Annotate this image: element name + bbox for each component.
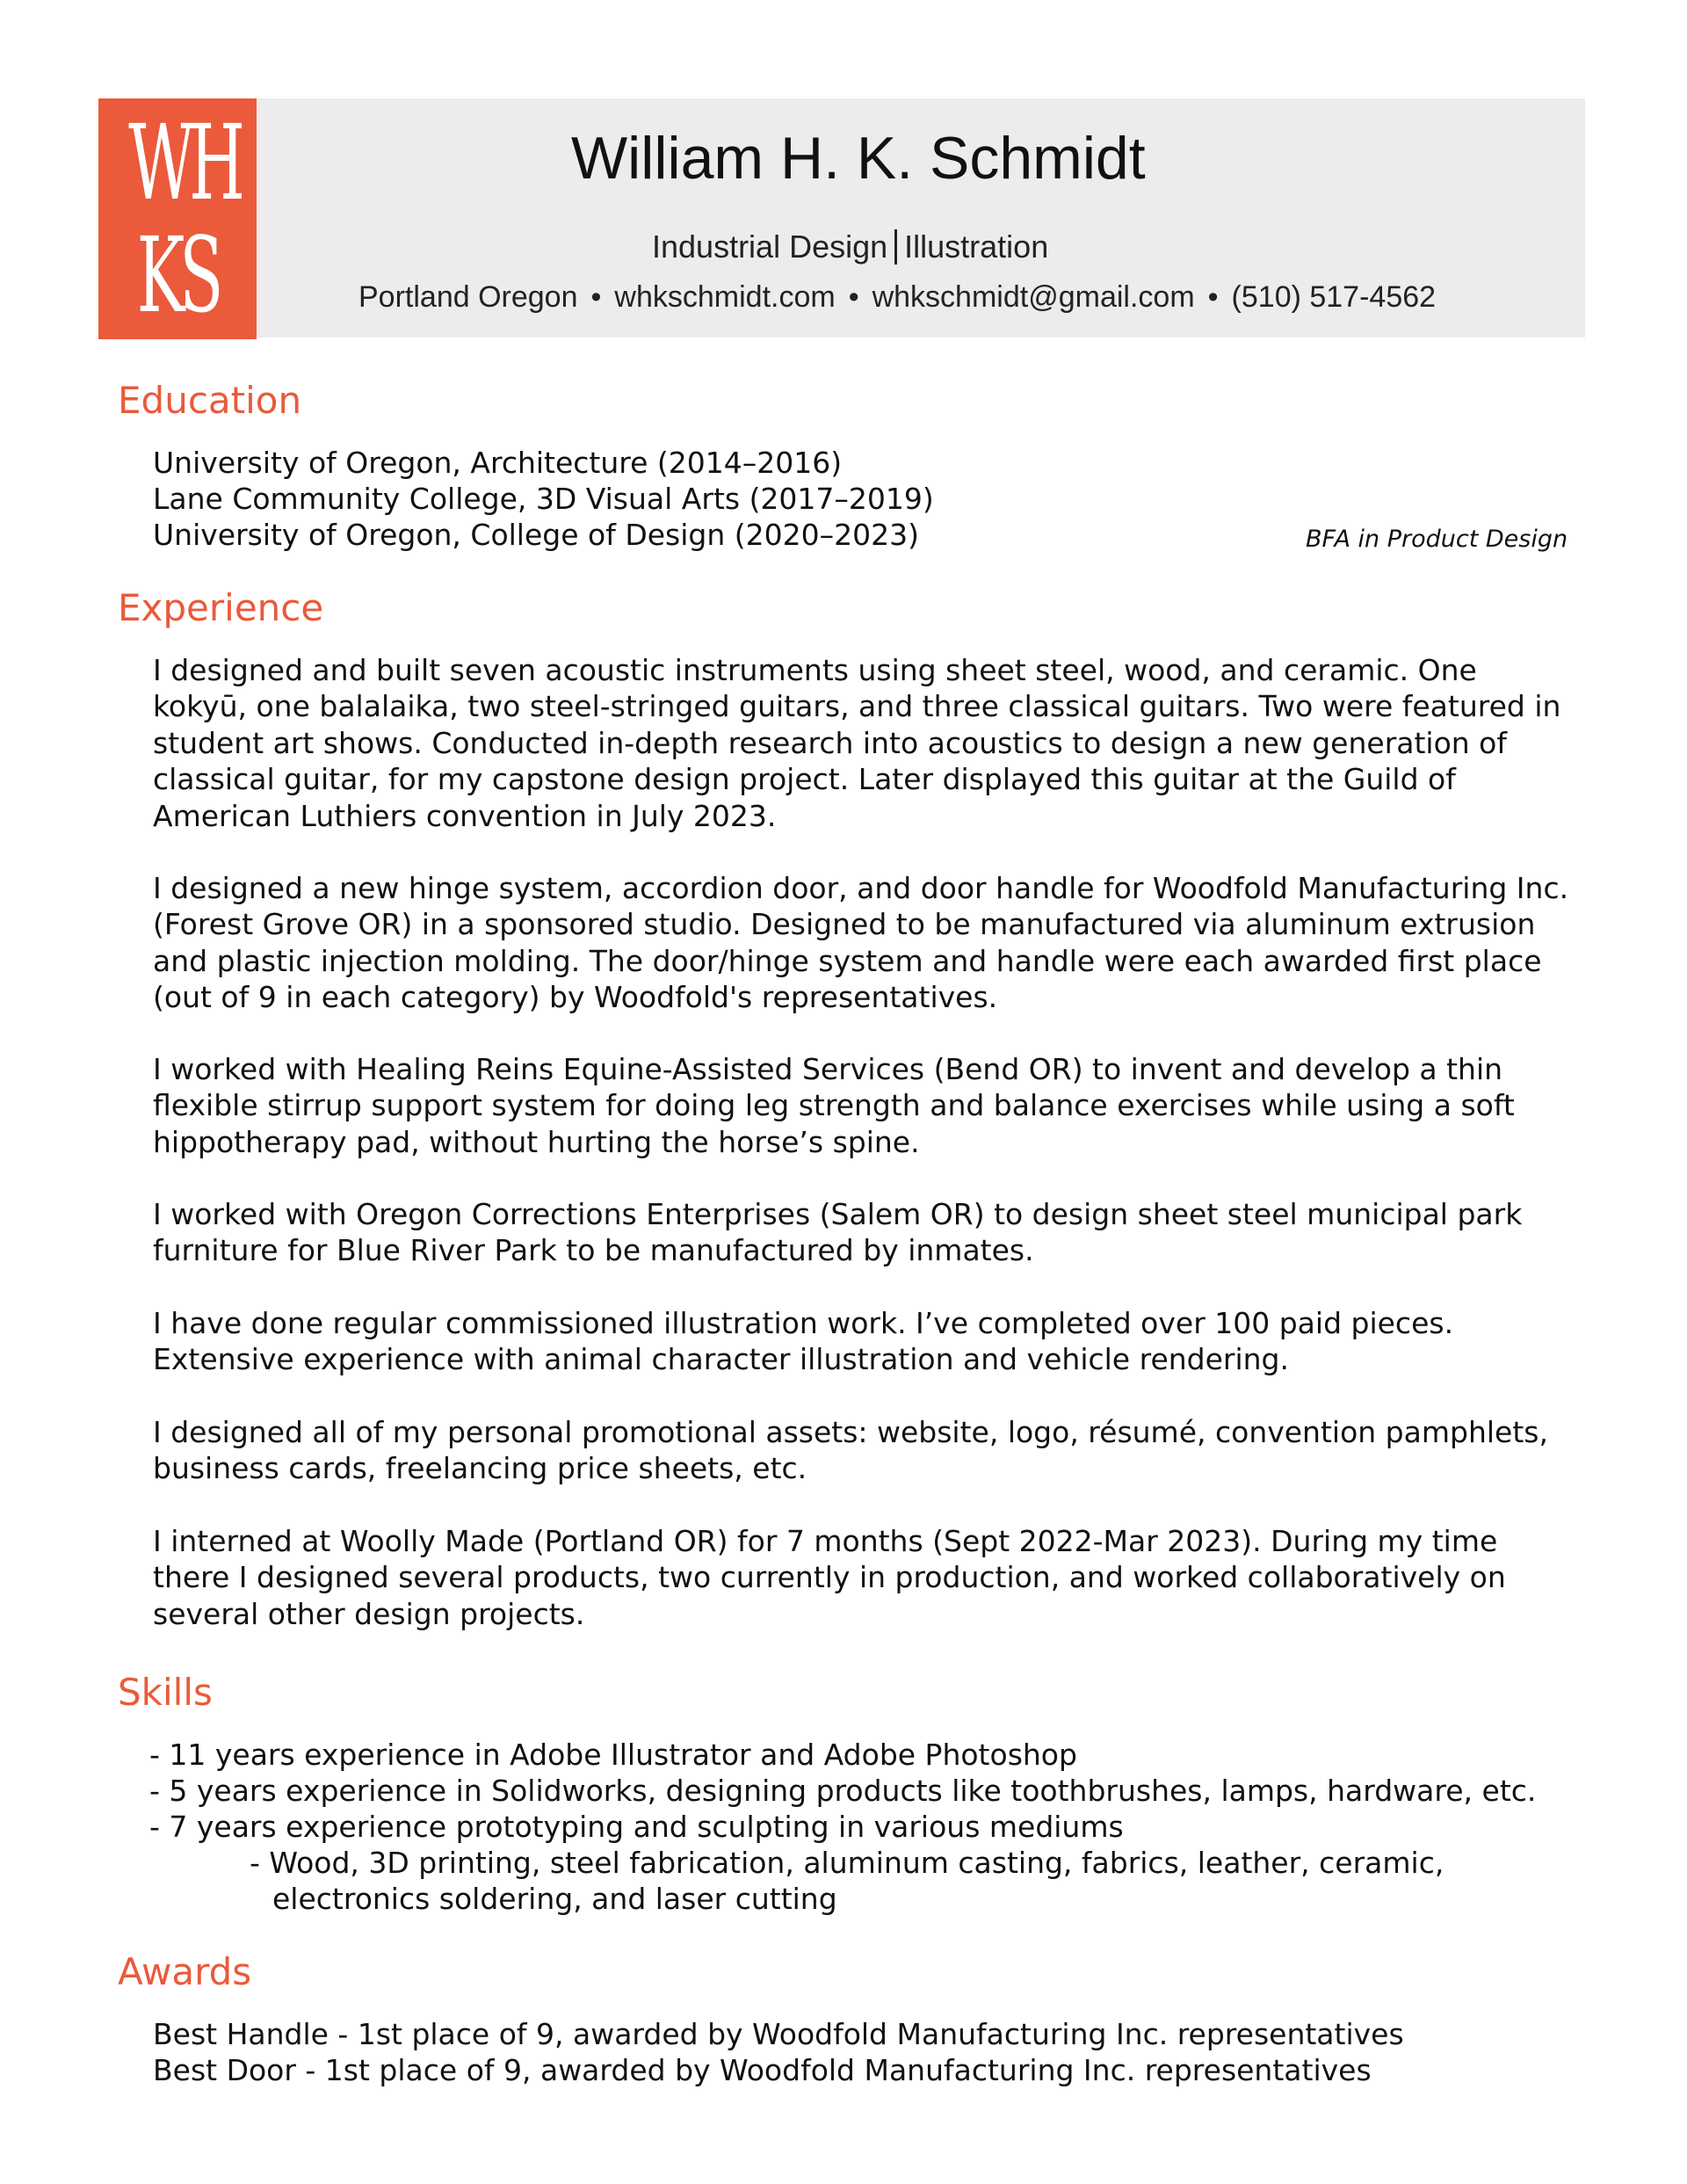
education-entry: University of Oregon, Architecture (2014–2016) [153,446,843,480]
tagline [652,227,1048,267]
experience-paragraph: I worked with Oregon Corrections Enterprises (Salem OR) to design sheet steel municipal park furniture for Blue River Park to be manufactured by inmates. [153,1197,1523,1268]
monogram-logo [98,98,257,339]
degree-label: BFA in Product Design [1306,526,1568,553]
skill-subitem: - Wood, 3D printing, steel fabrication, aluminum casting, fabrics, leather, ceramic, [250,1846,1444,1880]
experience-paragraph: I designed all of my personal promotional assets: website, logo, résumé, convention pamphlets, business cards, freelancing price sheets, etc. [153,1415,1548,1486]
education-entry: University of Oregon, College of Design (2020–2023) [153,518,919,552]
skill-item: - 5 years experience in Solidworks, designing products like toothbrushes, lamps, hardware, etc. [149,1774,1537,1808]
education-entry: Lane Community College, 3D Visual Arts (2017–2019) [153,482,934,516]
skill-subitem-continued: electronics soldering, and laser cutting [272,1882,837,1916]
experience-paragraph: I interned at Woolly Made (Portland OR) for 7 months (Sept 2022-Mar 2023). During my time there I designed several products, two currently in production, and worked collaboratively on several other design projects. [153,1524,1506,1631]
bullet-separator: • [848,280,859,314]
skill-item: - 11 years experience in Adobe Illustrator and Adobe Photoshop [149,1738,1077,1772]
logo-line-1: WH [128,102,240,223]
experience-paragraph: I designed a new hinge system, accordion door, and door handle for Woodfold Manufacturing Inc. (Forest Grove OR) in a sponsored studio. Designed to be manufactured via aluminum extrusion and plastic injection molding. The door/hinge system and handle were each awarded first place (out of 9 in each category) by Woodfold's representatives. [153,871,1569,1015]
award-item: Best Door - 1st place of 9, awarded by Woodfold Manufacturing Inc. representatives [153,2053,1372,2087]
tagline-left: Industrial Design [652,229,888,265]
tagline-divider [894,229,897,265]
contact-line [358,278,1436,316]
experience-paragraph: I have done regular commissioned illustration work. I’ve completed over 100 paid pieces. Extensive experience with animal character illustration and vehicle rendering. [153,1306,1454,1377]
bullet-separator: • [1207,280,1219,314]
experience-paragraph: I designed and built seven acoustic instruments using sheet steel, wood, and ceramic. One kokyū, one balalaika, two steel-stringed guitars, and three classical guitars. Two were featured in student art shows. Conducted in-depth research into acoustics to design a new generation of classical guitar, for my capstone design project. Later displayed this guitar at the Guild of American Luthiers convention in July 2023. [153,653,1561,833]
person-name: William H. K. Schmidt [571,125,1146,192]
awards-heading: Awards [118,1950,252,1993]
skills-heading: Skills [118,1671,213,1714]
contact-website[interactable]: whkschmidt.com [614,280,836,314]
experience-heading: Experience [118,586,324,629]
contact-location: Portland Oregon [358,280,578,314]
award-item: Best Handle - 1st place of 9, awarded by Woodfold Manufacturing Inc. representatives [153,2017,1404,2051]
bullet-separator: • [590,280,602,314]
skill-item: - 7 years experience prototyping and sculpting in various mediums [149,1810,1124,1844]
contact-email[interactable]: whkschmidt@gmail.com [872,280,1195,314]
experience-paragraph: I worked with Healing Reins Equine-Assisted Services (Bend OR) to invent and develop a thin flexible stirrup support system for doing leg strength and balance exercises while using a soft hippotherapy pad, without hurting the horse’s spine. [153,1052,1515,1159]
logo-line-2: KS [136,214,219,336]
tagline-right: Illustration [904,229,1049,265]
education-heading: Education [118,379,302,422]
contact-phone: (510) 517-4562 [1231,280,1437,314]
